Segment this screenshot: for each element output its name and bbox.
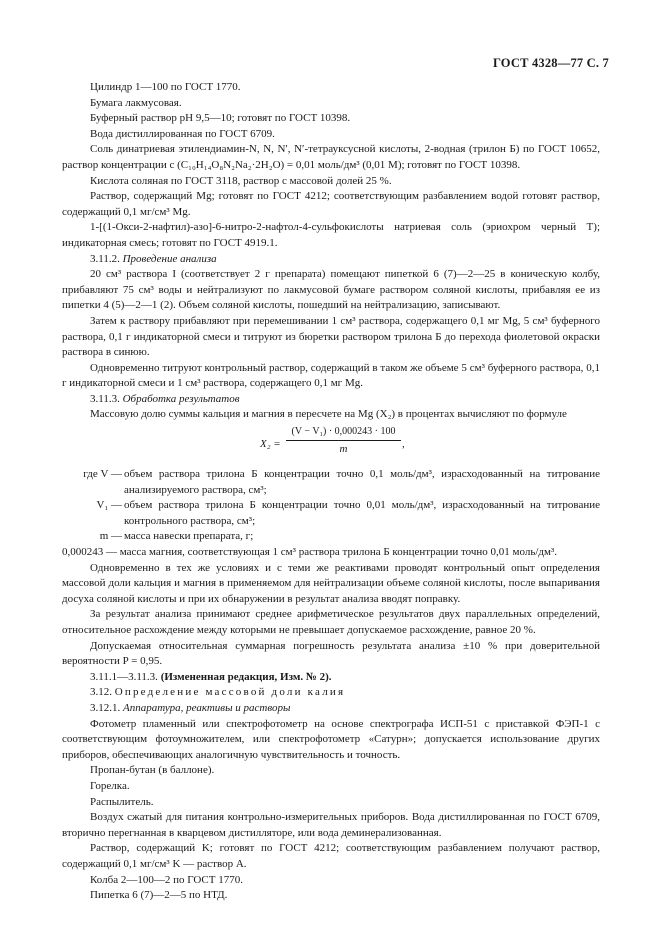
section-number: 3.11.3.: [90, 392, 120, 405]
paragraph: Соль динатриевая этилендиамин-N, N, N′, N′-тетрауксусной кислоты, 2-водная (трилон Б) по ГОСТ 10652, раствор концентрации c (C₁₀H₁₄O₈N₂Na₂·2H₂O) = 0,01 моль/дм³ (0,01 М); готовят по ГОСТ 10398.: [62, 143, 600, 171]
page-content: [62, 80, 600, 904]
formula: [62, 425, 600, 463]
definition-text: масса навески препарата, г;: [124, 530, 254, 543]
paragraph: Цилиндр 1—100 по ГОСТ 1770.: [90, 81, 241, 93]
definition-text: объем раствора трилона Б концентрации точно 0,01 моль/дм³, израсходованный на титрование контрольного раствора, см³;: [124, 499, 600, 527]
definition-symbol: V₁ —: [96, 499, 122, 512]
section-number: 3.12.: [90, 686, 112, 699]
definition-item: [62, 529, 600, 545]
paragraph: Колба 2—100—2 по ГОСТ 1770.: [90, 873, 243, 886]
section-heading: [62, 252, 600, 268]
paragraph: Горелка.: [90, 779, 130, 792]
section-number: 3.12.1.: [90, 701, 121, 714]
definition-symbol: m —: [99, 530, 122, 543]
paragraph: Массовую долю суммы кальция и магния в пересчете на Mg (X₂) в процентах вычисляют по формуле: [90, 408, 567, 421]
amendment-range: 3.11.1—3.11.3.: [90, 670, 158, 683]
paragraph: За результат анализа принимают среднее арифметическое результатов двух параллельных определений, относительное расхождение между которыми не превышает допускаемое расхождение, равное 20 %.: [62, 608, 600, 636]
paragraph: Одновременно титруют контрольный раствор, содержащий в таком же объеме 5 см³ буферного раствора, 0,1 г индикаторной смеси и 1 см³ раствора, содержащего 0,1 мг Mg.: [62, 361, 600, 390]
formula-fraction: [286, 425, 401, 456]
section-heading: [62, 685, 600, 701]
paragraph: Раствор, содержащий K; готовят по ГОСТ 4212; соответствующим разбавлением получают раствор, содержащий 0,1 мг/см³ K — раствор А.: [62, 842, 600, 870]
amendment-note: [62, 670, 600, 686]
section-heading: [62, 392, 600, 408]
section-title: Аппаратура, реактивы и растворы: [123, 701, 291, 714]
page-header: ГОСТ 4328—77 С. 7: [492, 56, 609, 70]
definition-text: объем раствора трилона Б концентрации точно 0,1 моль/дм³, израсходованный на титрование анализируемого раствора, см³;: [124, 468, 600, 496]
definition-symbol: где V —: [83, 468, 122, 481]
section-title: Определение массовой доли калия: [114, 686, 346, 699]
section-heading: [62, 701, 600, 717]
paragraph: Распылитель.: [90, 795, 154, 808]
section-title: Обработка результатов: [122, 392, 240, 405]
formula-comma: ,: [402, 438, 405, 451]
paragraph: Одновременно в тех же условиях и с теми же реактивами проводят контрольный опыт определения массовой доли кальция и магния в применяемом для нейтрализации объеме соляной кислоты, после выпаривания досуха соляной кислоты и при их обнаружении в результат анализа вводят поправку.: [62, 561, 600, 605]
section-title: Проведение анализа: [122, 252, 217, 265]
paragraph: Пипетка 6 (7)—2—5 по НТД.: [90, 889, 228, 902]
paragraph: Кислота соляная по ГОСТ 3118, раствор с массовой долей 25 %.: [90, 174, 392, 187]
paragraph: 1-[(1-Окси-2-нафтил)-азо]-6-нитро-2-нафтол-4-сульфокислоты натриевая соль (эриохром черный Т); индикаторная смесь; готовят по ГОСТ 4919.1.: [62, 221, 600, 249]
paragraph: Буферный раствор pH 9,5—10; готовят по ГОСТ 10398.: [90, 112, 351, 125]
formula-numerator: (V − V₁) · 0,000243 · 100: [291, 426, 396, 438]
paragraph: Пропан-бутан (в баллоне).: [90, 764, 215, 777]
definition-item: [62, 498, 600, 529]
paragraph: Бумага лакмусовая.: [90, 96, 182, 109]
paragraph: Воздух сжатый для питания контрольно-измерительных приборов. Вода дистиллированная по ГОСТ 6709, вторично перегнанная в кварцевом дистилляторе, или вода деминерализованная.: [62, 811, 600, 839]
paragraph: Затем к раствору прибавляют при перемешивании 1 см³ раствора, содержащего 0,1 мг Mg, 5 см³ буферного раствора, 0,1 г индикаторной смеси и титруют из бюретки раствором трилона Б до перехода фиолетовой окраски раствора в синюю.: [62, 314, 600, 359]
paragraph: Допускаемая относительная суммарная погрешность результата анализа ±10 % при доверительной вероятности P = 0,95.: [62, 639, 600, 668]
section-number: 3.11.2.: [90, 252, 120, 265]
formula-denominator: m: [339, 443, 348, 456]
amendment-text: (Измененная редакция, Изм. № 2).: [160, 670, 332, 683]
paragraph: 20 см³ раствора I (соответствует 2 г препарата) помещают пипеткой 6 (7)—2—25 в коническую колбу, прибавляют 75 см³ воды и нейтрализуют по лакмусовой бумаге раствором соляной кислоты, прибавляя ее из пипетки 4 (5)—2—1 (2). Объем соляной кислоты, пошедший на нейтрализацию, записывают.: [62, 268, 600, 312]
paragraph: Вода дистиллированная по ГОСТ 6709.: [90, 127, 275, 140]
definition-item: [62, 467, 600, 498]
paragraph: Фотометр пламенный или спектрофотометр на основе спектрографа ИСП-51 с приставкой ФЭП-1 с соответствующим фотоумножителем, или спектрофотометр «Сатурн»; допускается использование других приборов, обеспечивающих аналогичную чувствительность и точность.: [62, 717, 600, 761]
fraction-bar: [286, 440, 401, 441]
definition-item: 0,000243 — масса магния, соответствующая 1 см³ раствора трилона Б концентрации точно 0,01 моль/дм³.: [62, 546, 558, 559]
formula-lhs: X₂ =: [260, 438, 281, 451]
paragraph: Раствор, содержащий Mg; готовят по ГОСТ 4212; соответствующим разбавлением водой готовят раствор, содержащий 0,1 мг/см³ Mg.: [62, 190, 600, 218]
